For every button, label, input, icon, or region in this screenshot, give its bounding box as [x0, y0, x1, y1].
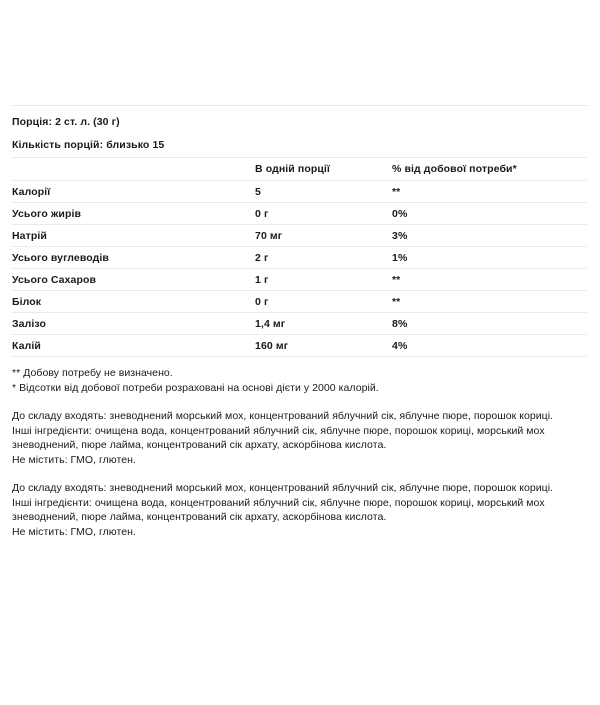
table-row	[12, 247, 587, 269]
column-header-nutrient	[12, 158, 255, 181]
nutrient-name: Білок	[12, 291, 255, 313]
footnotes	[12, 366, 588, 395]
nutrient-name: Калорії	[12, 181, 255, 203]
serving-size: Порція: 2 ст. л. (30 г)	[12, 116, 120, 128]
table-body	[12, 181, 587, 357]
column-header-percent-daily-value: % від добової потреби*	[392, 158, 587, 181]
nutrient-name: Калій	[12, 335, 255, 357]
nutrient-amount: 160 мг	[255, 335, 392, 357]
ingredients-free-from: Не містить: ГМО, глютен.	[12, 525, 136, 538]
ingredients-composition: До складу входять: зневоднений морський мох, концентрований яблучний сік, яблучне пюре, порошок кориці.	[12, 410, 554, 423]
table-row	[12, 181, 587, 203]
nutrient-daily-value: 1%	[392, 247, 587, 269]
nutrient-amount: 0 г	[255, 203, 392, 225]
ingredients-other: Інші інгредієнти: очищена вода, концентрований яблучний сік, яблучне пюре, порошок кориці, морський мох зневоднений, пюре лайма, концентрований сік архату, аскорбінова кислота.	[12, 496, 545, 524]
nutrient-daily-value: 0%	[392, 203, 587, 225]
ingredients-other: Інші інгредієнти: очищена вода, концентрований яблучний сік, яблучне пюре, порошок кориці, морський мох зневоднений, пюре лайма, концентрований сік архату, аскорбінова кислота.	[12, 424, 545, 452]
nutrient-amount: 5	[255, 181, 392, 203]
servings-per-container: Кількість порцій: близько 15	[12, 138, 165, 151]
nutrient-name: Натрій	[12, 225, 255, 247]
nutrient-name: Усього жирів	[12, 203, 255, 225]
column-header-amount-per-serving: В одній порції	[255, 158, 392, 181]
table-row	[12, 335, 587, 357]
table-header-row	[12, 158, 587, 181]
table-row	[12, 291, 587, 313]
nutrient-amount: 1 г	[255, 269, 392, 291]
table-row	[12, 203, 587, 225]
table-row	[12, 313, 587, 335]
nutrient-daily-value: 8%	[392, 313, 587, 335]
footnote-percent-daily-value-basis: * Відсотки від добової потреби розраховані на основі дієти у 2000 калорій.	[12, 381, 379, 394]
nutrient-amount: 0 г	[255, 291, 392, 313]
ingredients-block-primary	[12, 409, 588, 467]
serving-information	[12, 105, 588, 157]
nutrient-daily-value: **	[392, 291, 587, 313]
nutrient-daily-value: 3%	[392, 225, 587, 247]
nutrient-amount: 70 мг	[255, 225, 392, 247]
nutrient-daily-value: 4%	[392, 335, 587, 357]
nutrient-name: Усього Сахаров	[12, 269, 255, 291]
supplement-facts-panel	[0, 105, 600, 705]
nutrient-daily-value: **	[392, 181, 587, 203]
nutrient-name: Усього вуглеводів	[12, 247, 255, 269]
footnote-daily-value-not-established: ** Добову потребу не визначено.	[12, 367, 173, 380]
ingredients-composition: До складу входять: зневоднений морський мох, концентрований яблучний сік, яблучне пюре, порошок кориці.	[12, 482, 554, 495]
ingredients-free-from: Не містить: ГМО, глютен.	[12, 453, 136, 466]
table-row	[12, 269, 587, 291]
table-row	[12, 225, 587, 247]
ingredients-block-secondary	[12, 481, 588, 539]
nutrient-amount: 2 г	[255, 247, 392, 269]
nutrient-amount: 1,4 мг	[255, 313, 392, 335]
nutrition-facts-table	[12, 157, 587, 357]
nutrient-daily-value: **	[392, 269, 587, 291]
table-header	[12, 158, 587, 181]
nutrient-name: Залізо	[12, 313, 255, 335]
